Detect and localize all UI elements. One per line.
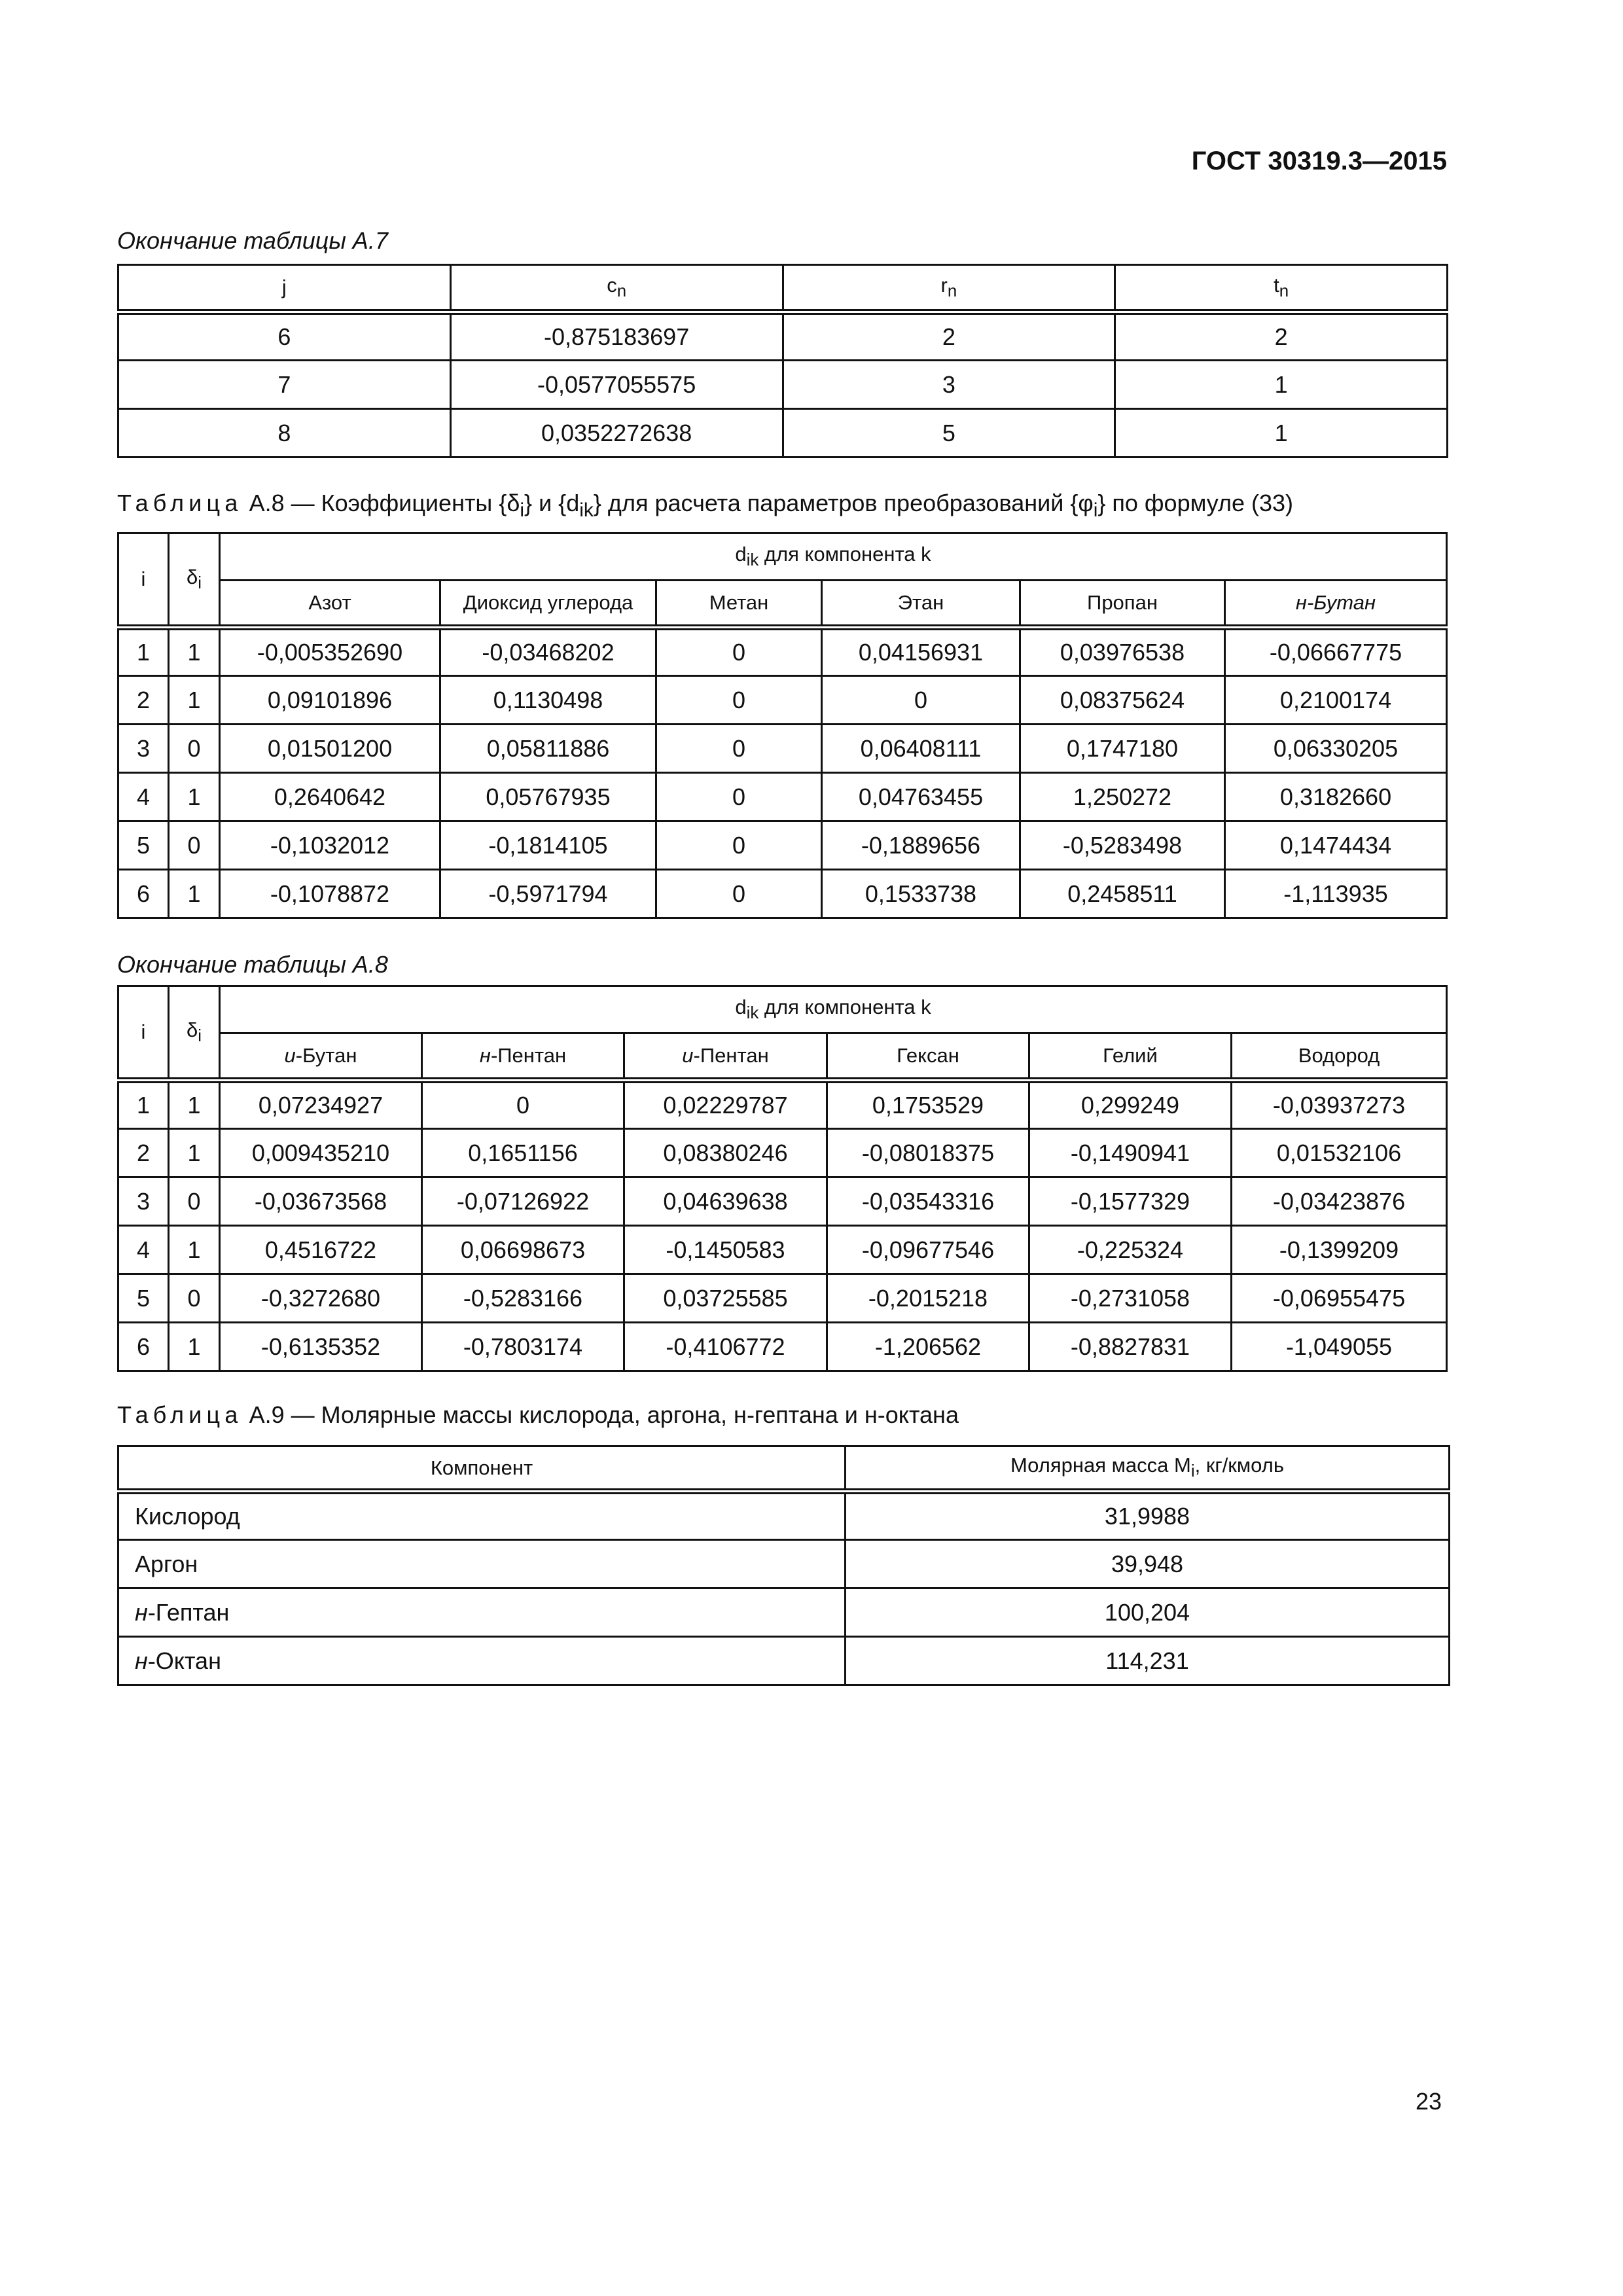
- table-cell: 1: [169, 628, 220, 676]
- table-cell: 6: [118, 312, 451, 361]
- table-cell: -0,5971794: [440, 870, 656, 918]
- table-cell: -0,06667775: [1225, 628, 1447, 676]
- table-cell: 5: [783, 409, 1115, 457]
- table-cell: 0,0352272638: [450, 409, 783, 457]
- table-cell: 2: [783, 312, 1115, 361]
- table-cell: 0,1651156: [422, 1129, 624, 1177]
- table-row: [118, 1177, 1447, 1226]
- header-delta: $\delta_i$: [169, 533, 220, 628]
- table-a9: [117, 1445, 1450, 1686]
- table-cell: 5: [118, 1274, 169, 1323]
- component-name-cell: Кислород: [118, 1492, 846, 1540]
- table-cell: -0,8827831: [1029, 1323, 1232, 1371]
- table-cell: -0,875183697: [450, 312, 783, 361]
- table-row: [118, 628, 1447, 676]
- table-cell: 0,05767935: [440, 773, 656, 821]
- table-cell: -1,206562: [827, 1323, 1029, 1371]
- molar-mass-cell: 31,9988: [846, 1492, 1450, 1540]
- table-cell: 1,250272: [1020, 773, 1225, 821]
- table-row: [118, 1588, 1450, 1637]
- table-cell: 3: [118, 725, 169, 773]
- table-cell: 0,2100174: [1225, 676, 1447, 725]
- header-cn: $c_n$: [450, 265, 783, 312]
- table-cell: 0,08380246: [624, 1129, 827, 1177]
- molar-mass-cell: 39,948: [846, 1540, 1450, 1588]
- table-cell: 2: [118, 1129, 169, 1177]
- component-name-cell: н-Октан: [118, 1637, 846, 1685]
- table-cell: -0,1577329: [1029, 1177, 1232, 1226]
- table-row: [118, 821, 1447, 870]
- table-cell: 0,07234927: [220, 1081, 422, 1129]
- header-dik-group: $d_{ik}$ для компонента k: [220, 986, 1447, 1033]
- table-cell: 1: [169, 1081, 220, 1129]
- table-cell: 1: [1115, 409, 1448, 457]
- table-a8-end-caption: Окончание таблицы А.8: [117, 951, 388, 978]
- table-row: [118, 1323, 1447, 1371]
- table-cell: 0,1130498: [440, 676, 656, 725]
- table-cell: -0,1814105: [440, 821, 656, 870]
- table-header-row: [118, 986, 1447, 1033]
- table-row: [118, 725, 1447, 773]
- table-cell: 4: [118, 773, 169, 821]
- table-row: [118, 1540, 1450, 1588]
- table-cell: 0,02229787: [624, 1081, 827, 1129]
- table-cell: -0,03673568: [220, 1177, 422, 1226]
- component-header: и-Пентан: [624, 1033, 827, 1081]
- table-cell: -1,113935: [1225, 870, 1447, 918]
- table-cell: 0,1747180: [1020, 725, 1225, 773]
- table-cell: -0,1032012: [220, 821, 440, 870]
- molar-mass-cell: 114,231: [846, 1637, 1450, 1685]
- table-a7-end: [117, 264, 1448, 458]
- table-cell: 0,2458511: [1020, 870, 1225, 918]
- page-number: 23: [1415, 2088, 1442, 2115]
- component-header: и-Бутан: [220, 1033, 422, 1081]
- table-cell: 5: [118, 821, 169, 870]
- header-dik-group: $d_{ik}$ для компонента k: [220, 533, 1447, 581]
- table-row: [118, 1129, 1447, 1177]
- table-cell: -0,6135352: [220, 1323, 422, 1371]
- table-cell: -0,07126922: [422, 1177, 624, 1226]
- table-cell: 0,03976538: [1020, 628, 1225, 676]
- table-cell: 0: [169, 1177, 220, 1226]
- table-cell: -0,03937273: [1232, 1081, 1447, 1129]
- table-cell: 0: [169, 821, 220, 870]
- table-cell: 3: [783, 361, 1115, 409]
- table-cell: 0,1474434: [1225, 821, 1447, 870]
- table-a7-end-caption: Окончание таблицы А.7: [117, 227, 388, 254]
- table-cell: 1: [169, 870, 220, 918]
- table-cell: 0,4516722: [220, 1226, 422, 1274]
- component-header: Этан: [822, 581, 1020, 628]
- table-cell: 0: [656, 628, 822, 676]
- table-cell: -0,03543316: [827, 1177, 1029, 1226]
- table-cell: -0,2015218: [827, 1274, 1029, 1323]
- table-row: [118, 1081, 1447, 1129]
- table-cell: -0,225324: [1029, 1226, 1232, 1274]
- table-cell: -0,2731058: [1029, 1274, 1232, 1323]
- table-cell: 0: [422, 1081, 624, 1129]
- table-cell: 0: [656, 676, 822, 725]
- table-cell: 0,1533738: [822, 870, 1020, 918]
- table-cell: 0,05811886: [440, 725, 656, 773]
- molar-mass-cell: 100,204: [846, 1588, 1450, 1637]
- component-name-cell: н-Гептан: [118, 1588, 846, 1637]
- table-row: [118, 1274, 1447, 1323]
- component-name-cell: Аргон: [118, 1540, 846, 1588]
- table-cell: 0: [656, 821, 822, 870]
- table-cell: -0,1889656: [822, 821, 1020, 870]
- header-delta: $\delta_i$: [169, 986, 220, 1081]
- table-cell: 0,03725585: [624, 1274, 827, 1323]
- table-cell: 2: [1115, 312, 1448, 361]
- table-cell: -0,005352690: [220, 628, 440, 676]
- component-header: Гелий: [1029, 1033, 1232, 1081]
- table-cell: 0,06330205: [1225, 725, 1447, 773]
- table-row: [118, 361, 1448, 409]
- header-tn: $t_n$: [1115, 265, 1448, 312]
- table-row: [118, 870, 1447, 918]
- table-cell: -0,0577055575: [450, 361, 783, 409]
- table-cell: 2: [118, 676, 169, 725]
- table-cell: 3: [118, 1177, 169, 1226]
- header-component: Компонент: [118, 1446, 846, 1492]
- header-j: j: [118, 265, 451, 312]
- header-rn: $r_n$: [783, 265, 1115, 312]
- table-cell: 0: [169, 725, 220, 773]
- table-row: [118, 1637, 1450, 1685]
- table-cell: -0,09677546: [827, 1226, 1029, 1274]
- table-cell: 0,08375624: [1020, 676, 1225, 725]
- table-cell: 0,2640642: [220, 773, 440, 821]
- table-cell: 1: [169, 1323, 220, 1371]
- table-cell: 8: [118, 409, 451, 457]
- component-header: Диоксид углерода: [440, 581, 656, 628]
- table-cell: -1,049055: [1232, 1323, 1447, 1371]
- table-cell: 0,04639638: [624, 1177, 827, 1226]
- table-row: [118, 1226, 1447, 1274]
- table-cell: -0,4106772: [624, 1323, 827, 1371]
- table-cell: 0,09101896: [220, 676, 440, 725]
- table-cell: 0,06408111: [822, 725, 1020, 773]
- table-cell: 6: [118, 1323, 169, 1371]
- table-cell: -0,1399209: [1232, 1226, 1447, 1274]
- table-a8-caption: Таблица А.8 — Коэффициенты $\{\delta_i\}$ и $\{d_{ik}\}$ для расчета параметров преобразований $\{\varphi_i\}$ по формуле (33): [117, 490, 1294, 522]
- table-cell: 0,1753529: [827, 1081, 1029, 1129]
- table-cell: 4: [118, 1226, 169, 1274]
- table-cell: 1: [169, 1129, 220, 1177]
- table-header-row: [118, 1033, 1447, 1081]
- component-header: н-Бутан: [1225, 581, 1447, 628]
- table-cell: -0,1450583: [624, 1226, 827, 1274]
- table-cell: 6: [118, 870, 169, 918]
- table-cell: 0,01501200: [220, 725, 440, 773]
- table-cell: -0,7803174: [422, 1323, 624, 1371]
- table-cell: 7: [118, 361, 451, 409]
- table-cell: -0,1078872: [220, 870, 440, 918]
- table-a8: [117, 532, 1448, 919]
- table-cell: 1: [169, 676, 220, 725]
- table-cell: 0,04763455: [822, 773, 1020, 821]
- component-header: Пропан: [1020, 581, 1225, 628]
- table-cell: 0: [656, 725, 822, 773]
- table-header-row: [118, 533, 1447, 581]
- table-cell: -0,03468202: [440, 628, 656, 676]
- table-header-row: [118, 581, 1447, 628]
- table-header-row: [118, 265, 1448, 312]
- table-cell: -0,5283166: [422, 1274, 624, 1323]
- document-code: ГОСТ 30319.3—2015: [1191, 147, 1447, 175]
- table-cell: -0,03423876: [1232, 1177, 1447, 1226]
- table-cell: 0,06698673: [422, 1226, 624, 1274]
- table-cell: 0,01532106: [1232, 1129, 1447, 1177]
- header-i: i: [118, 533, 169, 628]
- table-cell: 1: [118, 628, 169, 676]
- component-header: Гексан: [827, 1033, 1029, 1081]
- table-cell: -0,5283498: [1020, 821, 1225, 870]
- table-cell: 0,04156931: [822, 628, 1020, 676]
- component-header: Водород: [1232, 1033, 1447, 1081]
- table-cell: 1: [169, 773, 220, 821]
- table-a8-end: [117, 985, 1448, 1372]
- table-cell: -0,1490941: [1029, 1129, 1232, 1177]
- component-header: Азот: [220, 581, 440, 628]
- table-a9-caption: Таблица А.9 — Молярные массы кислорода, аргона, н-гептана и н-октана: [117, 1401, 959, 1428]
- table-row: [118, 1492, 1450, 1540]
- table-cell: 1: [1115, 361, 1448, 409]
- header-molar-mass: Молярная масса $M_i$, кг/кмоль: [846, 1446, 1450, 1492]
- table-cell: 0: [169, 1274, 220, 1323]
- table-row: [118, 676, 1447, 725]
- table-row: [118, 312, 1448, 361]
- table-cell: 1: [169, 1226, 220, 1274]
- table-row: [118, 773, 1447, 821]
- table-row: [118, 409, 1448, 457]
- table-cell: 0,299249: [1029, 1081, 1232, 1129]
- table-cell: -0,06955475: [1232, 1274, 1447, 1323]
- component-header: н-Пентан: [422, 1033, 624, 1081]
- table-cell: -0,08018375: [827, 1129, 1029, 1177]
- table-cell: 0: [656, 773, 822, 821]
- table-cell: 0,009435210: [220, 1129, 422, 1177]
- table-cell: -0,3272680: [220, 1274, 422, 1323]
- table-cell: 0,3182660: [1225, 773, 1447, 821]
- table-cell: 0: [656, 870, 822, 918]
- header-i: i: [118, 986, 169, 1081]
- table-cell: 0: [822, 676, 1020, 725]
- component-header: Метан: [656, 581, 822, 628]
- table-cell: 1: [118, 1081, 169, 1129]
- table-header-row: [118, 1446, 1450, 1492]
